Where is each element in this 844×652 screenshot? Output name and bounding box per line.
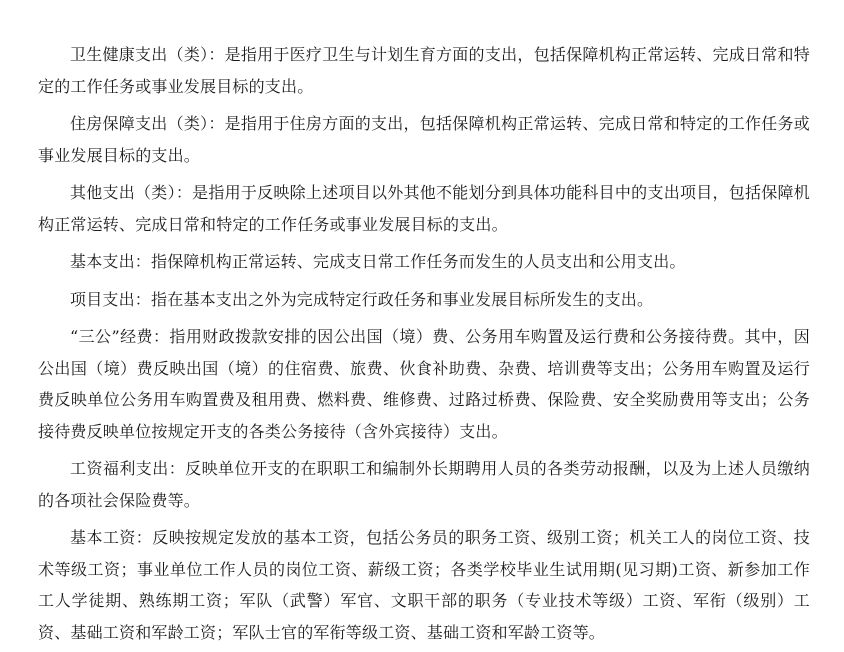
paragraph-project-expenditure: 项目支出：指在基本支出之外为完成特定行政任务和事业发展目标所发生的支出。 [70,289,654,309]
paragraph-basic-wage: 基本工资：反映按规定发放的基本工资，包括公务员的职务工资、级别工资；机关工人的岗位工资、技术等级工资；事业单位工作人员的岗位工资、薪级工资；各类学校毕业生试用期(见习期)工资、新参加工作工人学徒期、熟练期工资；军队（武警）军官、文职干部的职务（专业技术等级）工资、军衔（级别）工资、基础工资和军龄工资；军队士官的军衔等级工资、基础工资和军龄工资等。 [38,528,810,642]
paragraph-wage-welfare: 工资福利支出：反映单位开支的在职职工和编制外长期聘用人员的各类劳动报酬，以及为上述人员缴纳的各项社会保险费等。 [38,459,810,510]
paragraph-basic-expenditure: 基本支出：指保障机构正常运转、完成支日常工作任务而发生的人员支出和公用支出。 [70,252,686,271]
paragraph-health-expenditure: 卫生健康支出（类）：是指用于医疗卫生与计划生育方面的支出，包括保障机构正常运转、完成日常和特定的工作任务或事业发展目标的支出。 [38,45,810,96]
paragraph-housing-expenditure: 住房保障支出（类）：是指用于住房方面的支出，包括保障机构正常运转、完成日常和特定的工作任务或事业发展目标的支出。 [38,114,810,165]
paragraph-three-public-funds: “三公”经费：指用财政拨款安排的因公出国（境）费、公务用车购置及运行费和公务接待费。其中，因公出国（境）费反映出国（境）的住宿费、旅费、伙食补助费、杂费、培训费等支出；公务用车购置及运行费反映单位公务用车购置费及租用费、燃料费、维修费、过路过桥费、保险费、安全奖励费用等支出；公务接待费反映单位按规定开支的各类公务接待（含外宾接待）支出。 [38,327,810,441]
paragraph-other-expenditure: 其他支出（类）：是指用于反映除上述项目以外其他不能划分到具体功能科目中的支出项目，包括保障机构正常运转、完成日常和特定的工作任务或事业发展目标的支出。 [38,183,810,234]
